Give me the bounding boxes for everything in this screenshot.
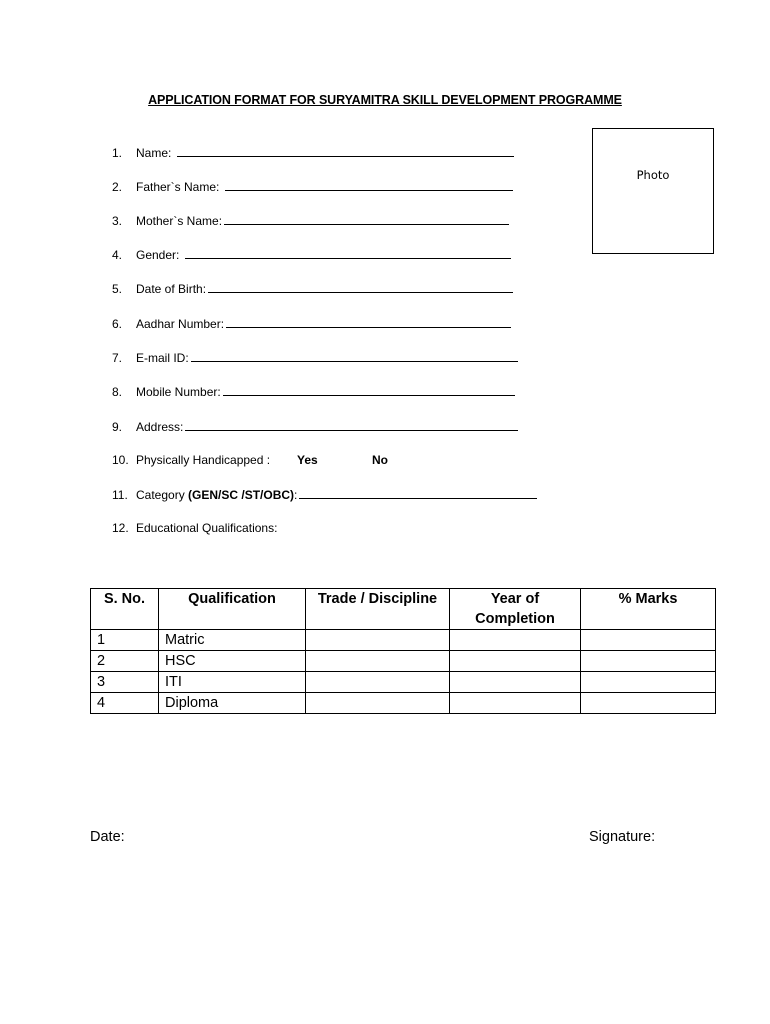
mother-name-input-line[interactable] <box>224 212 509 225</box>
field-educational-qualifications <box>112 520 277 536</box>
marks-cell[interactable] <box>581 630 716 651</box>
yes-option[interactable]: Yes <box>297 453 318 467</box>
column-header: Qualification <box>159 589 306 630</box>
name-input-line[interactable] <box>177 144 514 157</box>
photo-label: Photo <box>636 168 670 182</box>
field-mother-name <box>112 212 509 228</box>
trade-cell[interactable] <box>306 693 450 714</box>
category-input-line[interactable] <box>299 486 537 499</box>
qualification-cell: ITI <box>159 672 306 693</box>
form-title: APPLICATION FORMAT FOR SURYAMITRA SKILL DEVELOPMENT PROGRAMME <box>148 93 622 107</box>
table-row <box>91 693 716 714</box>
table-header-row <box>91 589 716 630</box>
qualifications-table <box>90 588 716 714</box>
field-number: 11. <box>112 488 128 502</box>
father-name-input-line[interactable] <box>225 178 513 191</box>
signature-label: Signature: <box>589 829 656 845</box>
field-label: E-mail ID: <box>136 351 189 365</box>
sno-cell: 3 <box>91 672 159 693</box>
sno-cell: 4 <box>91 693 159 714</box>
table-row <box>91 651 716 672</box>
trade-cell[interactable] <box>306 672 450 693</box>
field-physically-handicapped <box>112 452 412 468</box>
field-label: Gender: <box>136 248 183 262</box>
field-number: 4. <box>112 248 123 262</box>
field-number: 5. <box>112 282 123 296</box>
field-number: 10. <box>112 453 129 467</box>
marks-cell[interactable] <box>581 672 716 693</box>
sno-cell: 1 <box>91 630 159 651</box>
field-number: 12. <box>112 521 129 535</box>
column-header: % Marks <box>581 589 716 630</box>
date-label: Date: <box>90 829 125 845</box>
field-label-colon: : <box>294 488 298 502</box>
year-cell[interactable] <box>450 672 581 693</box>
field-label: Educational Qualifications: <box>136 521 278 535</box>
qualification-cell: Diploma <box>159 693 306 714</box>
sno-cell: 2 <box>91 651 159 672</box>
field-label: Category <box>136 488 189 502</box>
gender-input-line[interactable] <box>185 246 511 259</box>
field-number: 6. <box>112 317 123 331</box>
trade-cell[interactable] <box>306 651 450 672</box>
field-number: 2. <box>112 180 123 194</box>
column-header: Year of Completion <box>450 589 581 630</box>
field-label: Address: <box>136 420 184 434</box>
table-row <box>91 672 716 693</box>
field-label: Physically Handicapped : <box>136 453 271 467</box>
qualification-cell: HSC <box>159 651 306 672</box>
field-father-name <box>112 178 513 194</box>
address-input-line[interactable] <box>185 418 518 431</box>
aadhar-input-line[interactable] <box>226 315 511 328</box>
field-number: 7. <box>112 351 123 365</box>
field-number: 1. <box>112 146 123 160</box>
field-label: Name: <box>136 146 175 160</box>
column-header: Trade / Discipline <box>306 589 450 630</box>
field-number: 3. <box>112 214 123 228</box>
trade-cell[interactable] <box>306 630 450 651</box>
field-category <box>112 486 537 502</box>
year-cell[interactable] <box>450 630 581 651</box>
field-name <box>112 144 514 160</box>
photo-box <box>592 128 714 254</box>
column-header: S. No. <box>91 589 159 630</box>
marks-cell[interactable] <box>581 693 716 714</box>
field-aadhar-number <box>112 315 511 331</box>
field-label: Mother`s Name: <box>136 214 223 228</box>
field-label: Mobile Number: <box>136 385 221 399</box>
category-options: (GEN/SC /ST/OBC) <box>188 488 295 502</box>
dob-input-line[interactable] <box>208 280 513 293</box>
year-cell[interactable] <box>450 693 581 714</box>
qualification-cell: Matric <box>159 630 306 651</box>
field-date-of-birth <box>112 280 513 296</box>
field-number: 8. <box>112 385 123 399</box>
field-label: Aadhar Number: <box>136 317 225 331</box>
field-label: Date of Birth: <box>136 282 207 296</box>
field-label: Father`s Name: <box>136 180 223 194</box>
no-option[interactable]: No <box>372 453 388 467</box>
table-row <box>91 630 716 651</box>
field-gender <box>112 246 511 262</box>
year-cell[interactable] <box>450 651 581 672</box>
field-email <box>112 349 518 365</box>
email-input-line[interactable] <box>191 349 518 362</box>
field-number: 9. <box>112 420 123 434</box>
field-address <box>112 418 518 434</box>
marks-cell[interactable] <box>581 651 716 672</box>
field-mobile-number <box>112 383 515 399</box>
mobile-input-line[interactable] <box>223 383 515 396</box>
